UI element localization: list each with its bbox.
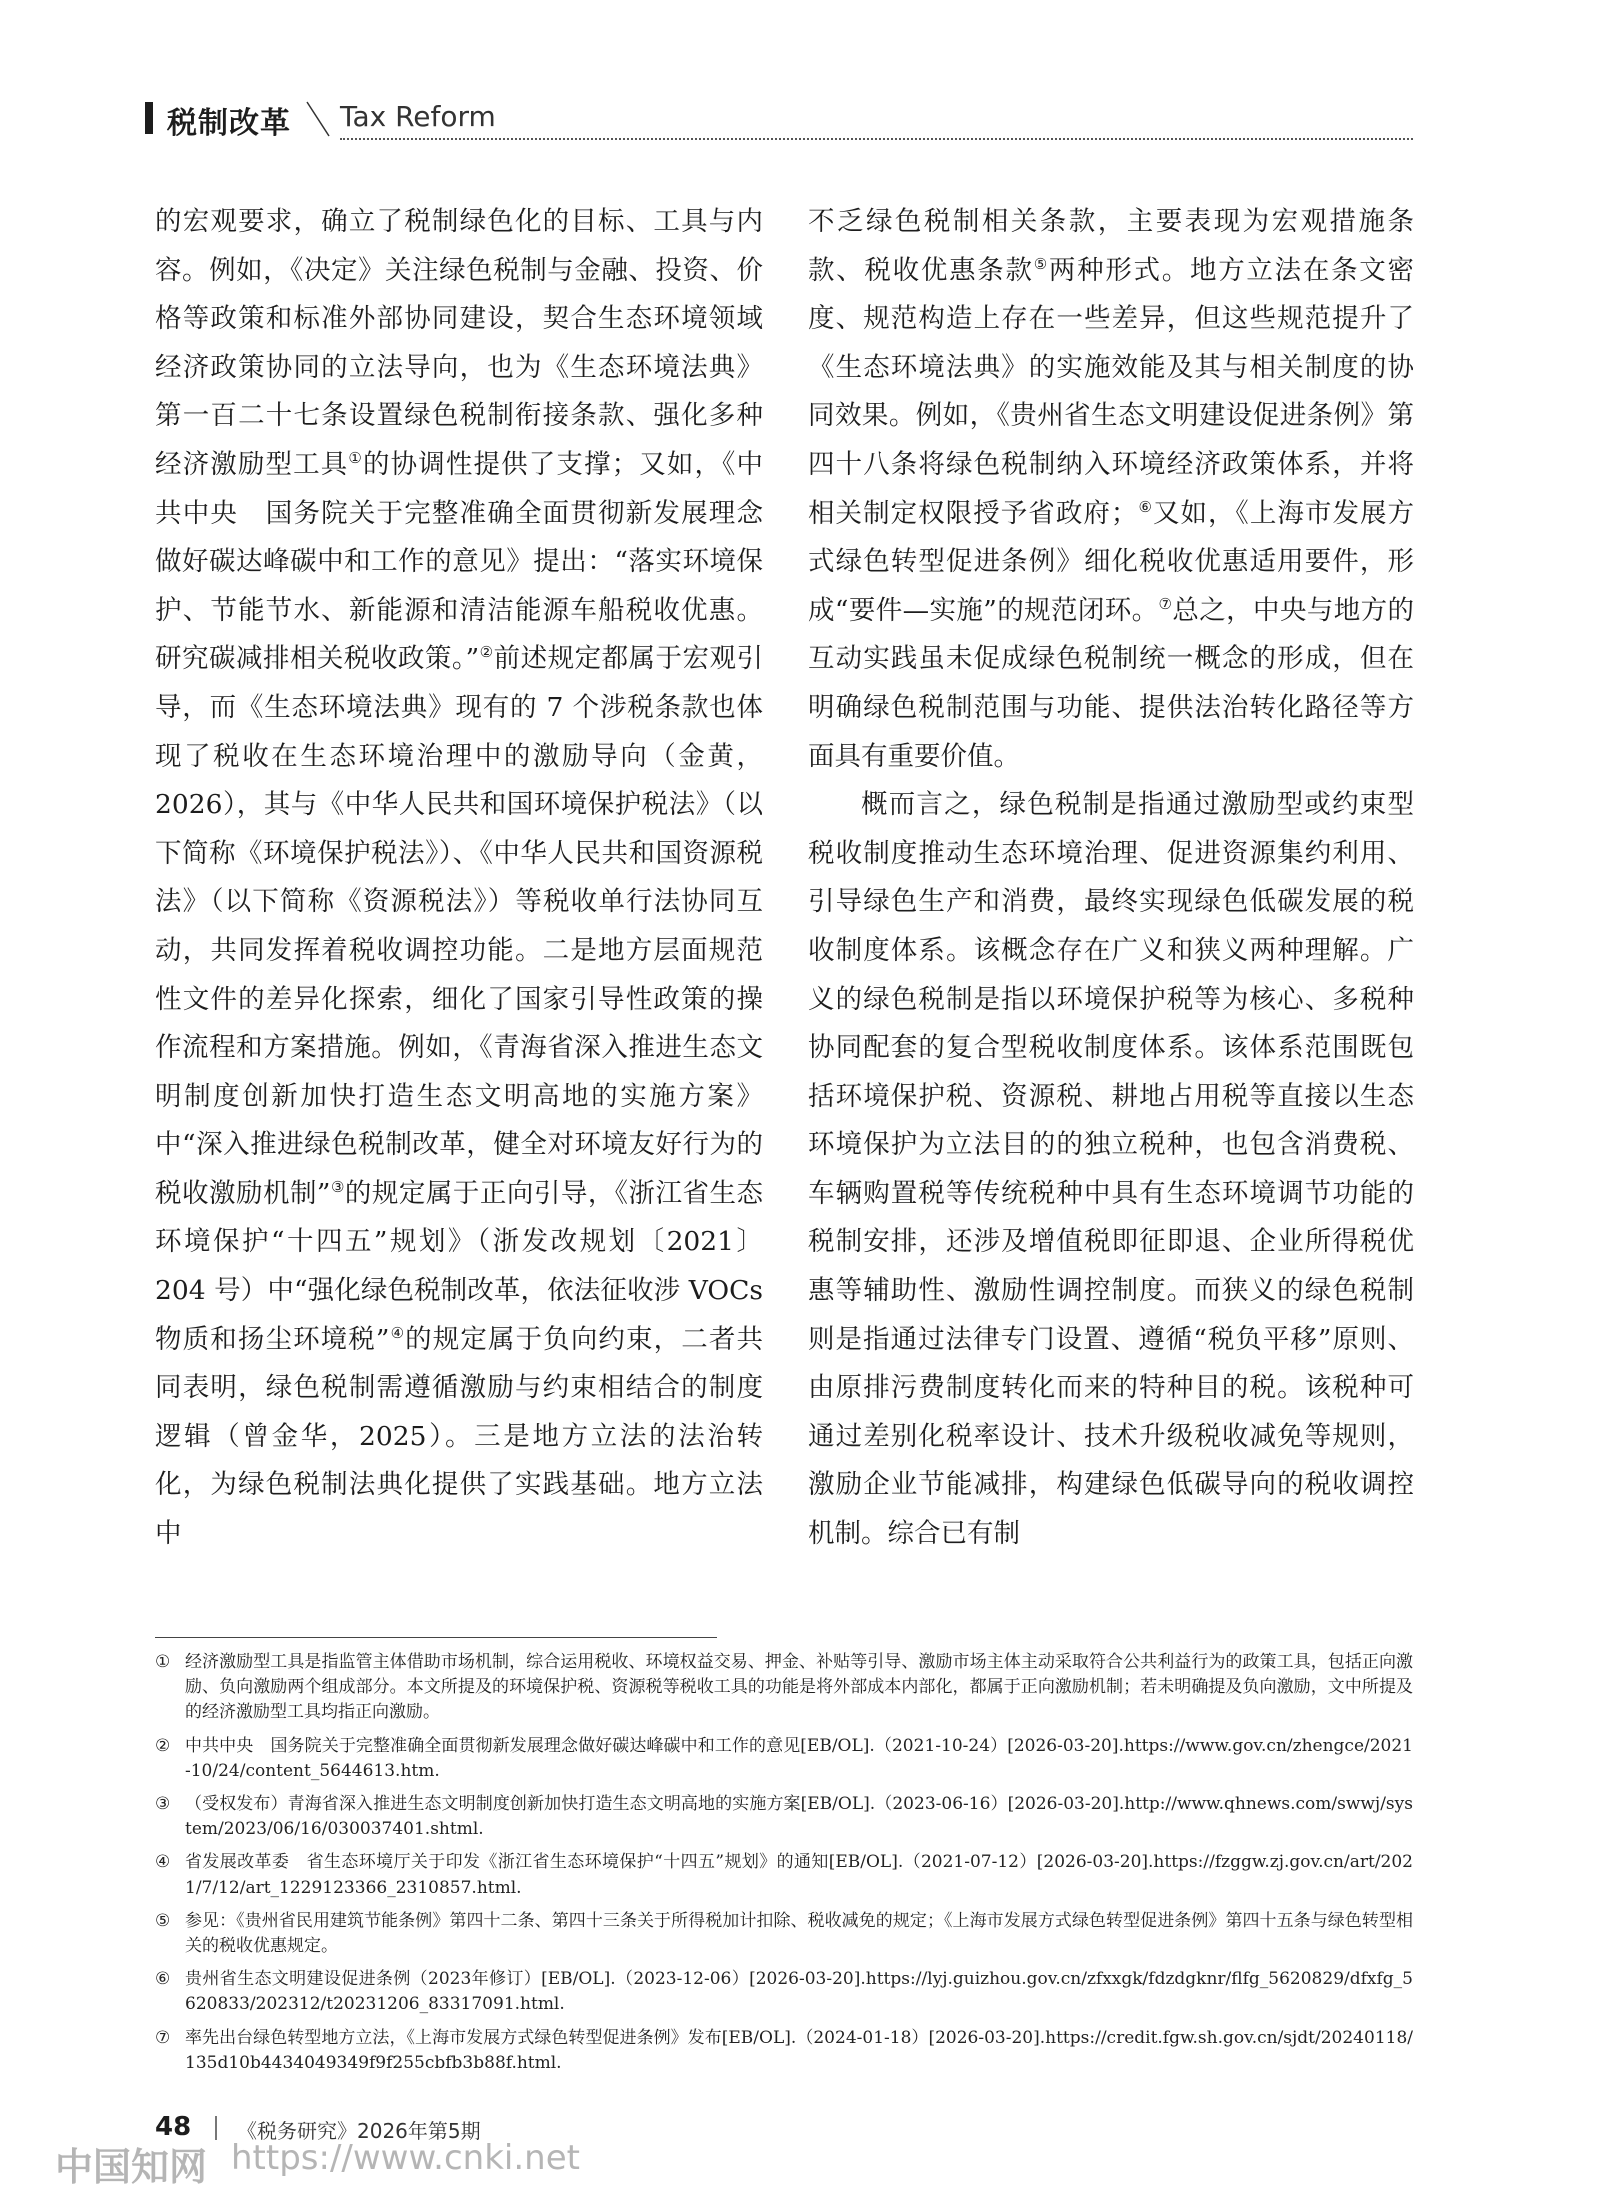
footnote-item: [155, 1734, 1413, 1784]
header-accent-bar: [145, 102, 153, 134]
right-column: [808, 198, 1414, 1559]
footnote-number: ⑤: [155, 1910, 171, 1931]
footnote-number: ⑦: [155, 2027, 171, 2048]
left-paragraph: [155, 198, 763, 1559]
text-run: 又如，《上海市发展方式绿色转型促进条例》细化税收优惠适用要件，形成“要件—实施”的规范闭环。: [808, 497, 1415, 626]
footnote-ref[interactable]: ⑤: [1033, 254, 1049, 273]
footnote-text: 中共中央 国务院关于完整准确全面贯彻新发展理念做好碳达峰碳中和工作的意见[EB/OL].（2021-10-24）[2026-03-20].https://www.gov.cn/zhengce/2021-10/24/content_5644613.htm.: [185, 1735, 1413, 1781]
left-column: [155, 198, 763, 1559]
footnote-item: [155, 1909, 1413, 1959]
footnote-text: 参见：《贵州省民用建筑节能条例》第四十二条、第四十三条关于所得税加计扣除、税收减免的规定；《上海市发展方式绿色转型促进条例》第四十五条与绿色转型相关的税收优惠规定。: [185, 1910, 1413, 1957]
cnki-watermark: [55, 2136, 615, 2196]
footnote-item: [155, 1792, 1413, 1842]
cnki-logo: 中国知网: [55, 2145, 208, 2189]
footnote-text: 经济激励型工具是指监管主体借助市场机制，综合运用税收、环境权益交易、押金、补贴等引导、激励市场主体主动采取符合公共利益行为的政策工具，包括正向激励、负向激励两个组成部分。本文所提及的环境保护税、资源税等税收工具的功能是将外部成本内部化，都属于正向激励机制；若未明确提及负向激励，文中所提及的经济激励型工具均指正向激励。: [185, 1652, 1413, 1723]
text-run: 的宏观要求，确立了税制绿色化的目标、工具与内容。例如，《决定》关注绿色税制与金融、投资、价格等政策和标准外部协同建设，契合生态环境领域经济政策协同的立法导向，也为《生态环境法典》第一百二十七条设置绿色税制衔接条款、强化多种经济激励型工具: [155, 206, 763, 480]
footnote-number: ④: [155, 1852, 171, 1873]
page-number: 48: [155, 2112, 192, 2142]
journal-citation: 《税务研究》2026年第5期: [237, 2119, 481, 2143]
footnote-ref[interactable]: ①: [348, 449, 363, 468]
text-run: 的规定属于负向约束，二者共同表明，绿色税制需遵循激励与约束相结合的制度逻辑（曾金华，2025）。三是地方立法的法治转化，为绿色税制法典化提供了实践基础。地方立法中: [155, 1323, 763, 1550]
footnote-item: [155, 2026, 1413, 2076]
text-run: 总之，中央与地方的互动实践虽未促成绿色税制统一概念的形成，但在明确绿色税制范围与功能、提供法治转化路径等方面具有重要价值。: [808, 594, 1414, 772]
footnote-text: （受权发布）青海省深入推进生态文明制度创新加快打造生态文明高地的实施方案[EB/OL].（2023-06-16）[2026-03-20].http://www.qhnews.com/swwj/system/2023/06/16/030037401.shtml.: [185, 1794, 1413, 1840]
footnote-ref[interactable]: ⑥: [1137, 497, 1153, 516]
footnote-text: 省发展改革委 省生态环境厅关于印发《浙江省生态环境保护“十四五”规划》的通知[EB/OL].（2021-07-12）[2026-03-20].https://fzggw.zj.gov.cn/art/2021/7/12/art_1229123366_2310857.html.: [185, 1852, 1413, 1898]
running-header: [145, 92, 1413, 142]
header-dotted-rule: [340, 138, 1413, 140]
footnote-number: ②: [155, 1735, 171, 1756]
footnote-item: [155, 1650, 1413, 1726]
text-run: 的协调性提供了支撑；又如，《中共中央 国务院关于完整准确全面贯彻新发展理念做好碳达峰碳中和工作的意见》提出：“落实环境保护、节能节水、新能源和清洁能源车船税收优惠。研究碳减排相关税收政策。”: [155, 448, 763, 675]
text-run: 不乏绿色税制相关条款，主要表现为宏观措施条款、税收优惠条款: [808, 206, 1414, 286]
footnote-number: ⑥: [155, 1969, 171, 1990]
footnote-text: 率先出台绿色转型地方立法，《上海市发展方式绿色转型促进条例》发布[EB/OL].（2024-01-18）[2026-03-20].https://credit.fgw.sh.gov.cn/sjdt/20240118/135d10b4434049349f9f255cbfb3b88f.html.: [185, 2027, 1413, 2073]
footnote-text: 贵州省生态文明建设促进条例（2023年修订）[EB/OL].（2023-12-06）[2026-03-20].https://lyj.guizhou.gov.cn/zfxxgk/fdzdgknr/flfg_5620829/dfxfg_5620833/202312/t20231206_83317091.html.: [185, 1969, 1413, 2015]
footnote-number: ③: [155, 1794, 171, 1815]
footnote-item: [155, 1967, 1413, 2017]
text-run: 两种形式。地方立法在条文密度、规范构造上存在一些差异，但这些规范提升了《生态环境法典》的实施效能及其与相关制度的协同效果。例如，《贵州省生态文明建设促进条例》第四十八条将绿色税制纳入环境经济政策体系，并将相关制定权限授予省政府；: [808, 254, 1415, 529]
footnote-ref[interactable]: ④: [389, 1323, 406, 1342]
footnote-divider: [155, 1637, 717, 1638]
footnote-item: [155, 1850, 1413, 1900]
cnki-url: https://www.cnki.net: [231, 2138, 580, 2178]
right-paragraph-1: [808, 198, 1414, 781]
footnote-ref[interactable]: ③: [330, 1178, 345, 1197]
footnote-ref[interactable]: ⑦: [1158, 594, 1173, 613]
footnote-number: ①: [155, 1652, 171, 1672]
text-run: 的规定属于正向引导，《浙江省生态环境保护“十四五”规划》（浙发改规划〔2021〕204 号）中“强化绿色税制改革，依法征收涉 VOCs 物质和扬尘环境税”: [155, 1177, 763, 1355]
right-paragraph-2: 概而言之，绿色税制是指通过激励型或约束型税收制度推动生态环境治理、促进资源集约利用、引导绿色生产和消费，最终实现绿色低碳发展的税收制度体系。该概念存在广义和狭义两种理解。广义的绿色税制是指以环境保护税等为核心、多税种协同配套的复合型税收制度体系。该体系范围既包括环境保护税、资源税、耕地占用税等直接以生态环境保护为立法目的的独立税种，也包含消费税、车辆购置税等传统税种中具有生态环境调节功能的税制安排，还涉及增值税即征即退、企业所得税优惠等辅助性、激励性调控制度。而狭义的绿色税制则是指通过法律专门设置、遵循“税负平移”原则、由原排污费制度转化而来的特种目的税。该税种可通过差别化税率设计、技术升级税收减免等规则，激励企业节能减排，构建绿色低碳导向的税收调控机制。综合已有制: [808, 789, 1414, 1550]
section-title-cn: 税制改革: [167, 106, 291, 141]
text-run: 前述规定都属于宏观引导，而《生态环境法典》现有的 7 个涉税条款也体现了税收在生态环境治理中的激励导向（金黄，2026），其与《中华人民共和国环境保护税法》（以下简称《环境保护税法》）、《中华人民共和国资源税法》（以下简称《资源税法》）等税收单行法协同互动，共同发挥着税收调控功能。二是地方层面规范性文件的差异化探索，细化了国家引导性政策的操作流程和方案措施。例如，《青海省深入推进生态文明制度创新加快打造生态文明高地的实施方案》中“深入推进绿色税制改革，健全对环境友好行为的税收激励机制”: [155, 643, 764, 1209]
header-slash-decoration: [303, 98, 333, 138]
footnote-ref[interactable]: ②: [479, 643, 494, 662]
section-title-en: Tax Reform: [340, 100, 496, 133]
footnotes: [155, 1650, 1413, 2084]
